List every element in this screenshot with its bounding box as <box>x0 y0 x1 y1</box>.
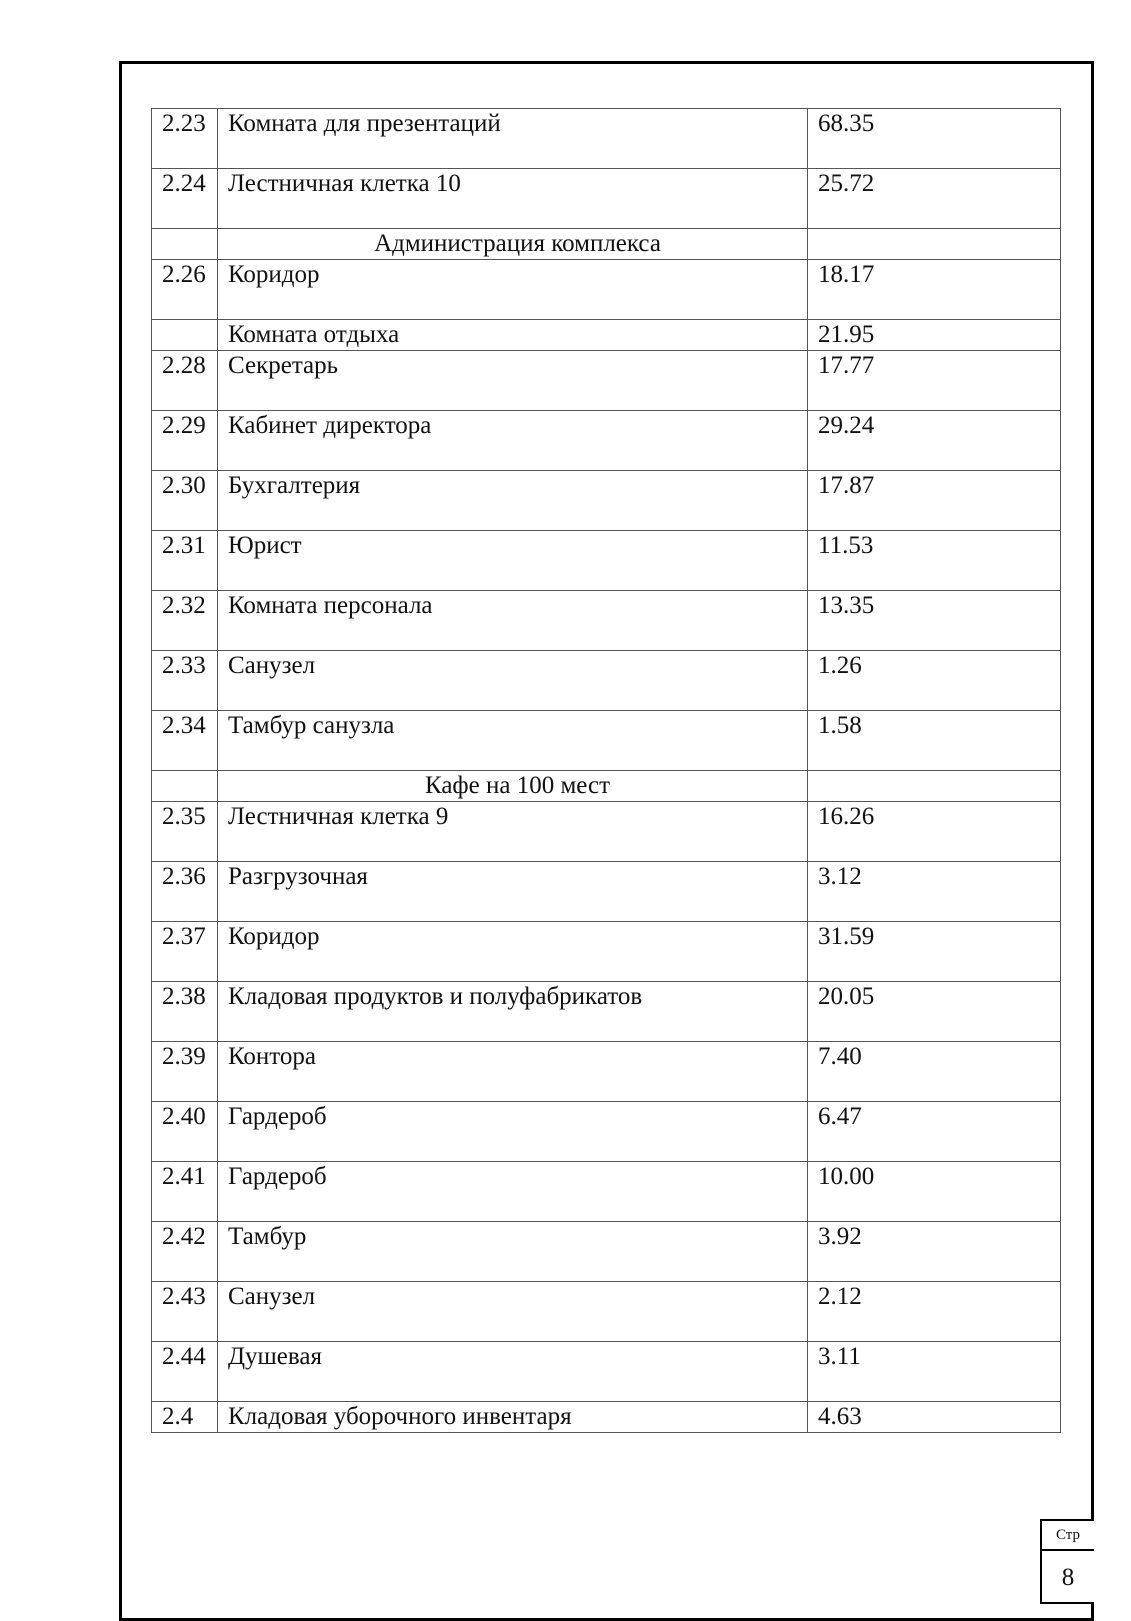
room-number-cell: 2.24 <box>152 169 218 229</box>
table-row <box>152 109 1061 169</box>
section-title-cell: Администрация комплекса <box>218 229 808 260</box>
page-number: 8 <box>1061 1564 1075 1591</box>
room-number-cell <box>152 771 218 802</box>
room-name-cell: Тамбур <box>218 1222 808 1282</box>
room-number-cell: 2.36 <box>152 862 218 922</box>
room-number-cell: 2.40 <box>152 1102 218 1162</box>
room-area-cell: 16.26 <box>808 802 1061 862</box>
room-name-cell: Лестничная клетка 9 <box>218 802 808 862</box>
room-name-cell: Санузел <box>218 651 808 711</box>
room-name-cell: Лестничная клетка 10 <box>218 169 808 229</box>
room-area-cell: 21.95 <box>808 320 1061 351</box>
table-row <box>152 411 1061 471</box>
room-area-cell: 10.00 <box>808 1162 1061 1222</box>
room-area-cell: 17.77 <box>808 351 1061 411</box>
table-row <box>152 1162 1061 1222</box>
room-number-cell: 2.43 <box>152 1282 218 1342</box>
room-area-cell: 6.47 <box>808 1102 1061 1162</box>
room-name-cell: Санузел <box>218 1282 808 1342</box>
room-area-cell: 1.26 <box>808 651 1061 711</box>
room-area-cell: 31.59 <box>808 922 1061 982</box>
section-title-cell: Кафе на 100 мест <box>218 771 808 802</box>
room-area-cell: 29.24 <box>808 411 1061 471</box>
room-number-cell: 2.34 <box>152 711 218 771</box>
table-row <box>152 651 1061 711</box>
table-row <box>152 260 1061 320</box>
section-header-row <box>152 771 1061 802</box>
room-area-cell <box>808 771 1061 802</box>
room-number-cell: 2.28 <box>152 351 218 411</box>
table-row <box>152 922 1061 982</box>
room-number-cell: 2.26 <box>152 260 218 320</box>
room-name-cell: Разгрузочная <box>218 862 808 922</box>
room-name-cell: Гардероб <box>218 1102 808 1162</box>
room-area-cell <box>808 229 1061 260</box>
section-header-row <box>152 229 1061 260</box>
room-area-cell: 25.72 <box>808 169 1061 229</box>
room-number-cell <box>152 229 218 260</box>
room-area-cell: 3.12 <box>808 862 1061 922</box>
room-number-cell <box>152 320 218 351</box>
room-name-cell: Кладовая уборочного инвентаря <box>218 1402 808 1433</box>
room-name-cell: Кабинет директора <box>218 411 808 471</box>
table-row <box>152 1282 1061 1342</box>
table-row <box>152 802 1061 862</box>
room-number-cell: 2.23 <box>152 109 218 169</box>
room-number-cell: 2.38 <box>152 982 218 1042</box>
table-row <box>152 711 1061 771</box>
room-name-cell: Контора <box>218 1042 808 1102</box>
stamp-label: Стр <box>1042 1521 1094 1551</box>
room-number-cell: 2.35 <box>152 802 218 862</box>
room-name-cell: Комната персонала <box>218 591 808 651</box>
room-number-cell: 2.31 <box>152 531 218 591</box>
table-row <box>152 982 1061 1042</box>
room-area-cell: 20.05 <box>808 982 1061 1042</box>
room-name-cell: Комната для презентаций <box>218 109 808 169</box>
table-row <box>152 471 1061 531</box>
room-area-cell: 13.35 <box>808 591 1061 651</box>
room-name-cell: Гардероб <box>218 1162 808 1222</box>
room-number-cell: 2.29 <box>152 411 218 471</box>
table-row <box>152 1102 1061 1162</box>
room-name-cell: Душевая <box>218 1342 808 1402</box>
room-area-cell: 17.87 <box>808 471 1061 531</box>
room-name-cell: Комната отдыха <box>218 320 808 351</box>
room-area-cell: 3.92 <box>808 1222 1061 1282</box>
room-number-cell: 2.39 <box>152 1042 218 1102</box>
room-name-cell: Коридор <box>218 922 808 982</box>
table-row <box>152 862 1061 922</box>
room-number-cell: 2.44 <box>152 1342 218 1402</box>
room-number-cell: 2.32 <box>152 591 218 651</box>
table-row <box>152 1222 1061 1282</box>
table-row <box>152 1342 1061 1402</box>
room-area-cell: 1.58 <box>808 711 1061 771</box>
room-number-cell: 2.30 <box>152 471 218 531</box>
room-area-cell: 11.53 <box>808 531 1061 591</box>
room-name-cell: Кладовая продуктов и полуфабрикатов <box>218 982 808 1042</box>
page-stamp <box>1040 1519 1094 1604</box>
room-number-cell: 2.37 <box>152 922 218 982</box>
room-name-cell: Бухгалтерия <box>218 471 808 531</box>
table-row <box>152 169 1061 229</box>
room-area-cell: 18.17 <box>808 260 1061 320</box>
table-row <box>152 531 1061 591</box>
room-name-cell: Коридор <box>218 260 808 320</box>
room-schedule-table <box>151 108 1061 1433</box>
room-name-cell: Секретарь <box>218 351 808 411</box>
room-area-cell: 7.40 <box>808 1042 1061 1102</box>
room-schedule-body <box>152 109 1061 1433</box>
room-name-cell: Юрист <box>218 531 808 591</box>
room-area-cell: 68.35 <box>808 109 1061 169</box>
table-row <box>152 591 1061 651</box>
table-row <box>152 320 1061 351</box>
table-row <box>152 1042 1061 1102</box>
room-area-cell: 2.12 <box>808 1282 1061 1342</box>
room-number-cell: 2.4 <box>152 1402 218 1433</box>
room-area-cell: 4.63 <box>808 1402 1061 1433</box>
room-name-cell: Тамбур санузла <box>218 711 808 771</box>
room-area-cell: 3.11 <box>808 1342 1061 1402</box>
table-row <box>152 351 1061 411</box>
room-number-cell: 2.33 <box>152 651 218 711</box>
room-number-cell: 2.41 <box>152 1162 218 1222</box>
room-number-cell: 2.42 <box>152 1222 218 1282</box>
table-row <box>152 1402 1061 1433</box>
